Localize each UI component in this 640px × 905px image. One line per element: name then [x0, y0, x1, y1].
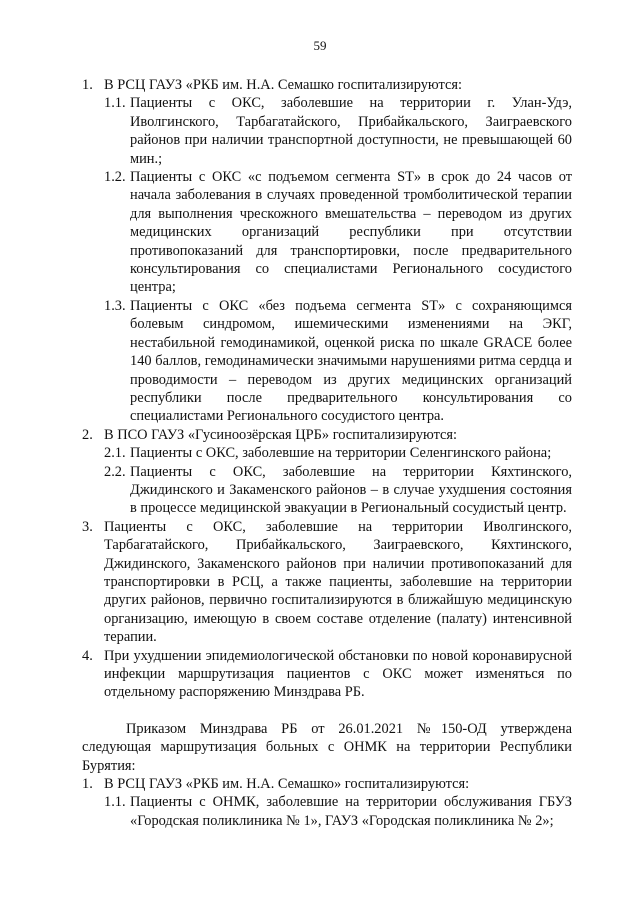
list-item — [82, 775, 572, 793]
list-item — [82, 518, 572, 647]
list-item-text: Пациенты с ОКС, заболевшие на территории Иволгинского, Тарбагатайского, Прибайкальского, Заиграевского, Кяхтинского, Джидинского, Закаменского районов при наличии противопоказаний для транспортировки в РСЦ, а также пациенты, заболевшие на территории других районов, первично госпитализируются в ближайшую медицинскую организацию, имеющую в своем составе отделение (палату) интенсивной терапии. — [104, 518, 572, 646]
sub-list-item-number: 1.1. — [104, 95, 126, 112]
list-item-text: В РСЦ ГАУЗ «РКБ им. Н.А. Семашко» госпитализируются: — [104, 776, 470, 793]
list-item-text: В РСЦ ГАУЗ «РКБ им. Н.А. Семашко госпитализируются: — [104, 77, 462, 93]
page-number: 59 — [313, 38, 327, 53]
order-paragraph: Приказом Минздрава РБ от 26.01.2021 №150-ОД утверждена следующая маршрутизация больных с ОНМК на территории Республики Бурятия: — [82, 720, 572, 774]
list-item-number: 3. — [82, 518, 93, 535]
onmk-routing-list — [82, 775, 572, 830]
sub-list-item-number: 1.2. — [104, 169, 126, 186]
sub-list-item — [82, 444, 572, 462]
document-body — [82, 76, 572, 830]
sub-list-item-text: Пациенты с ОКС, заболевшие на территории г. Улан-Удэ, Иволгинского, Тарбагатайского, Прибайкальского, Заиграевского районов при наличии транспортной доступности, не превышающей 60 мин.; — [130, 95, 572, 167]
list-item-text: В ПСО ГАУЗ «Гусиноозёрская ЦРБ» госпитализируются: — [104, 426, 458, 443]
list-item — [82, 76, 572, 94]
list-item-number: 1. — [82, 77, 93, 93]
sub-list-item-text: Пациенты с ОКС «с подъемом сегмента ST» в срок до 24 часов от начала заболевания в случаях проведенной тромболитической терапии для выполнения чрескожного вмешательства – переводом из других медицинских организаций республики при отсутствии противопоказаний для транспортировки, после предварительного консультирования со специалистами Регионального сосудистого центра; — [130, 169, 572, 296]
sub-list-item-text: Пациенты с ОКС «без подъема сегмента ST» с сохраняющимся болевым синдромом, ишемическими изменениями на ЭКГ, нестабильной гемодинамикой, оценкой риска по шкале GRACE более 140 баллов, гемодинамически значимыми нарушениями ритма сердца и проводимости – переводом из других медицинских организаций республики после предварительного консультирования со специалистами Регионального сосудистого центра. — [130, 297, 572, 425]
sub-list-item-number: 1.3. — [104, 297, 126, 314]
sub-list-item-text: Пациенты с ОКС, заболевшие на территории Кяхтинского, Джидинского и Закаменского районов – в случае ухудшения состояния в процессе медицинской эвакуации в Региональный сосудистый центр. — [130, 463, 572, 517]
sub-list-item-text: Пациенты с ОНМК, заболевшие на территории обслуживания ГБУЗ «Городская поликлиника № 1», ГАУЗ «Городская поликлиника № 2»; — [130, 794, 572, 829]
sub-list-item-text: Пациенты с ОКС, заболевшие на территории Селенгинского района; — [130, 445, 552, 462]
sub-list-item-number: 2.2. — [104, 463, 126, 480]
sub-list-item-number: 2.1. — [104, 445, 126, 462]
sub-list-item — [82, 297, 572, 426]
sub-list-item — [82, 463, 572, 518]
sub-list-item — [82, 168, 572, 297]
oks-routing-list — [82, 76, 572, 702]
sub-list-item — [82, 793, 572, 830]
list-item — [82, 647, 572, 702]
list-item — [82, 426, 572, 444]
sub-list-item — [82, 94, 572, 168]
list-item-number: 2. — [82, 426, 93, 443]
list-item-text: При ухудшении эпидемиологической обстановки по новой коронавирусной инфекции маршрутизация пациентов с ОКС может изменяться по отдельному распоряжению Минздрава РБ. — [104, 647, 572, 701]
sub-list-item-number: 1.1. — [104, 794, 126, 811]
list-item-number: 1. — [82, 776, 93, 793]
list-item-number: 4. — [82, 647, 93, 664]
